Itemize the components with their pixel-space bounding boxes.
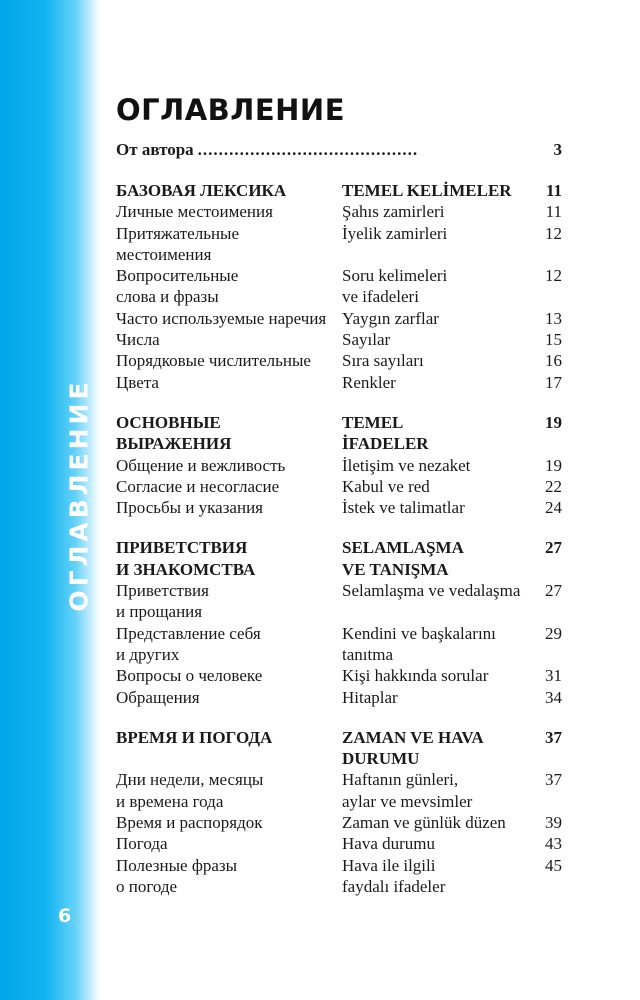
- entry-page-number: 34: [545, 687, 562, 707]
- section-header-row[interactable]: [116, 433, 562, 454]
- toc-entry-row[interactable]: [116, 687, 562, 708]
- toc-entry-row[interactable]: [116, 497, 562, 518]
- section-title-tr: ZAMAN VE HAVA: [342, 727, 484, 747]
- entry-title-tr: Soru kelimeleri: [342, 266, 448, 286]
- entry-title-ru: Согласие и несогласие: [116, 476, 280, 496]
- entry-page-number: 27: [545, 581, 562, 601]
- entry-page-number: 17: [545, 372, 562, 392]
- sidebar-band: [0, 0, 100, 1000]
- section-title-ru: ВЫРАЖЕНИЯ: [116, 434, 232, 454]
- entry-title-tr: Hava durumu: [342, 834, 436, 854]
- entry-page-number: 37: [545, 770, 562, 790]
- entry-title-tr: Kişi hakkında sorular: [342, 666, 489, 686]
- toc-entry-row[interactable]: [116, 286, 562, 307]
- section-title-ru: ОСНОВНЫЕ: [116, 412, 221, 432]
- section-title-tr: DURUMU: [342, 749, 420, 769]
- entry-title-ru: Представление себя: [116, 623, 261, 643]
- toc-entry-row[interactable]: [116, 455, 562, 476]
- section-header-row[interactable]: [116, 180, 562, 201]
- entry-title-ru: Цвета: [116, 372, 159, 392]
- author-entry[interactable]: [116, 139, 562, 161]
- toc-entry-row[interactable]: [116, 876, 562, 897]
- entry-page-number: 43: [545, 834, 562, 854]
- author-page: 3: [553, 140, 562, 159]
- entry-page-number: 15: [545, 330, 562, 350]
- toc-section: [116, 727, 562, 897]
- entry-title-tr: Hitaplar: [342, 687, 398, 707]
- entry-page-number: [536, 791, 562, 812]
- entry-title-ru: Притяжательные: [116, 223, 240, 243]
- entry-title-ru: Вопросительные: [116, 266, 239, 286]
- entry-title-ru: Просьбы и указания: [116, 498, 263, 518]
- entry-title-tr: Selamlaşma ve vedalaşma: [342, 581, 521, 601]
- entry-title-tr: İstek ve talimatlar: [342, 498, 465, 518]
- section-header-row[interactable]: [116, 559, 562, 580]
- section-title-ru: ВРЕМЯ И ПОГОДА: [116, 727, 273, 747]
- entry-page-number: [536, 644, 562, 665]
- entry-title-tr: İletişim ve nezaket: [342, 455, 471, 475]
- entry-title-tr: Kendini ve başkalarını: [342, 623, 496, 643]
- toc-entry-row[interactable]: [116, 350, 562, 371]
- entry-title-tr: Şahıs zamirleri: [342, 202, 445, 222]
- entry-title-ru: и времена года: [116, 791, 224, 811]
- section-title-tr: TEMEL KELİMELER: [342, 181, 512, 200]
- toc-entry-row[interactable]: [116, 601, 562, 622]
- page-title: ОГЛАВЛЕНИЕ: [116, 93, 346, 127]
- entry-title-ru: Погода: [116, 834, 168, 854]
- entry-page-number: [536, 601, 562, 622]
- section-header-row[interactable]: [116, 748, 562, 769]
- entry-title-tr: İyelik zamirleri: [342, 223, 448, 243]
- toc-entry-row[interactable]: [116, 791, 562, 812]
- entry-page-number: 13: [545, 308, 562, 328]
- section-page-number: 11: [545, 181, 562, 200]
- section-title-tr: VE TANIŞMA: [342, 559, 449, 579]
- entry-title-ru: Общение и вежливость: [116, 455, 286, 475]
- author-label: От автора: [116, 140, 194, 159]
- entry-page-number: 29: [545, 623, 562, 643]
- toc-entry-row[interactable]: [116, 223, 562, 244]
- toc-entry-row[interactable]: [116, 644, 562, 665]
- entry-title-ru: Полезные фразы: [116, 855, 238, 875]
- toc-entry-row[interactable]: [116, 329, 562, 350]
- section-title-ru: И ЗНАКОМСТВА: [116, 559, 256, 579]
- entry-title-ru: Личные местоимения: [116, 202, 273, 222]
- entry-title-ru: Числа: [116, 330, 160, 350]
- entry-title-tr: tanıtma: [342, 644, 393, 664]
- entry-title-tr: Sıra sayıları: [342, 351, 424, 371]
- entry-page-number: 39: [545, 813, 562, 833]
- toc-entry-row[interactable]: [116, 665, 562, 686]
- section-header-row[interactable]: [116, 727, 562, 748]
- toc-entry-row[interactable]: [116, 855, 562, 876]
- section-page-number: 37: [545, 727, 562, 747]
- sidebar-title: ОГЛАВЛЕНИЕ: [64, 378, 94, 612]
- toc-sections: [116, 180, 562, 897]
- toc-entry-row[interactable]: [116, 308, 562, 329]
- entry-title-tr: Kabul ve red: [342, 476, 430, 496]
- entry-title-ru: местоимения: [116, 244, 212, 264]
- entry-title-tr: aylar ve mevsimler: [342, 791, 473, 811]
- toc-entry-row[interactable]: [116, 833, 562, 854]
- section-title-ru: [116, 748, 342, 769]
- entry-title-tr: Hava ile ilgili: [342, 855, 436, 875]
- entry-title-tr: Zaman ve günlük düzen: [342, 813, 506, 833]
- toc-section: [116, 180, 562, 393]
- section-title-tr: İFADELER: [342, 434, 429, 454]
- entry-page-number: [536, 286, 562, 307]
- entry-page-number: [536, 244, 562, 265]
- entry-title-ru: слова и фразы: [116, 287, 219, 307]
- entry-title-tr: faydalı ifadeler: [342, 876, 446, 896]
- entry-title-ru: Приветствия: [116, 581, 209, 601]
- section-page-number: 27: [545, 538, 562, 558]
- entry-title-tr: Renkler: [342, 372, 396, 392]
- entry-title-ru: о погоде: [116, 876, 178, 896]
- section-page-number: 19: [545, 412, 562, 432]
- entry-title-ru: и других: [116, 644, 180, 664]
- entry-page-number: [536, 876, 562, 897]
- section-title-ru: ПРИВЕТСТВИЯ: [116, 538, 248, 558]
- toc-entry-row[interactable]: [116, 265, 562, 286]
- entry-title-tr: Haftanın günleri,: [342, 770, 459, 790]
- entry-title-tr: [342, 601, 536, 622]
- entry-title-tr: Sayılar: [342, 330, 391, 350]
- entry-page-number: 31: [545, 666, 562, 686]
- toc-entry-row[interactable]: [116, 372, 562, 393]
- section-header-row[interactable]: [116, 537, 562, 558]
- toc-entry-row[interactable]: [116, 623, 562, 644]
- entry-title-ru: Порядковые числительные: [116, 351, 311, 371]
- section-page-number: [536, 559, 562, 580]
- toc-entry-row[interactable]: [116, 812, 562, 833]
- toc-entry-row[interactable]: [116, 580, 562, 601]
- entry-title-ru: Дни недели, месяцы: [116, 770, 264, 790]
- toc-entry-row[interactable]: [116, 201, 562, 222]
- toc-entry-row[interactable]: [116, 244, 562, 265]
- toc-section: [116, 537, 562, 707]
- entry-title-ru: Обращения: [116, 687, 200, 707]
- section-header-row[interactable]: [116, 412, 562, 433]
- toc-section: [116, 412, 562, 518]
- entry-page-number: 12: [545, 223, 562, 243]
- toc-content: [116, 92, 562, 897]
- entry-page-number: 45: [545, 855, 562, 875]
- entry-page-number: 22: [545, 476, 562, 496]
- section-title-tr: SELAMLAŞMA: [342, 538, 464, 558]
- entry-page-number: 16: [545, 351, 562, 371]
- leader-dots: ..........................................: [197, 140, 419, 159]
- page-number: 6: [58, 905, 72, 927]
- entry-title-ru: и прощания: [116, 602, 203, 622]
- entry-page-number: 24: [545, 498, 562, 518]
- entry-page-number: 11: [545, 202, 562, 222]
- section-title-ru: БАЗОВАЯ ЛЕКСИКА: [116, 181, 287, 200]
- section-page-number: [536, 748, 562, 769]
- entry-title-tr: [342, 244, 536, 265]
- entry-title-ru: Время и распорядок: [116, 813, 263, 833]
- toc-entry-row[interactable]: [116, 476, 562, 497]
- section-page-number: [536, 433, 562, 454]
- entry-title-ru: Часто используемые наречия: [116, 308, 327, 328]
- entry-page-number: 12: [545, 266, 562, 286]
- entry-title-tr: ve ifadeleri: [342, 287, 419, 307]
- section-title-tr: TEMEL: [342, 412, 404, 432]
- entry-title-tr: Yaygın zarflar: [342, 308, 439, 328]
- entry-title-ru: Вопросы о человеке: [116, 666, 263, 686]
- entry-page-number: 19: [545, 455, 562, 475]
- toc-entry-row[interactable]: [116, 769, 562, 790]
